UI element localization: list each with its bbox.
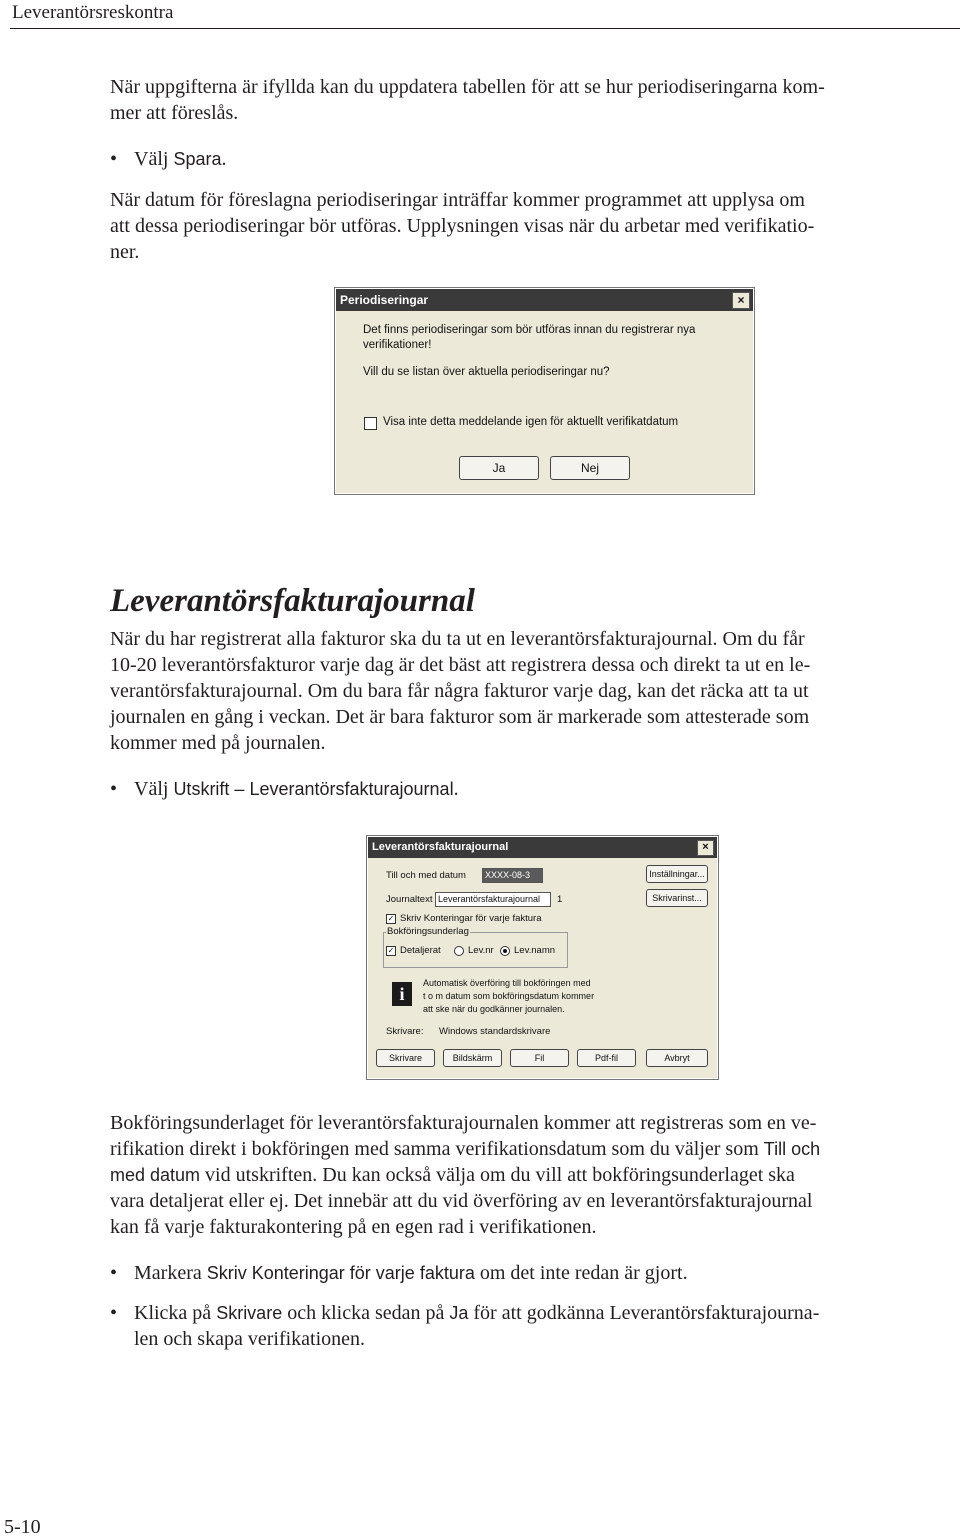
text-line: att dessa periodiseringar bör utföras. Upplysningen visas när du arbetar med verifikatio-: [110, 215, 815, 237]
text-line: [110, 1136, 960, 1162]
page-number: 5-10: [4, 1516, 41, 1538]
bullet-icon: •: [110, 778, 118, 800]
text-line: verantörsfakturajournal. Om du bara får några fakturor varje dag, kan det räcka att ta ut: [110, 680, 809, 702]
text-line: ner.: [110, 241, 140, 263]
group-label: Bokföringsunderlag: [387, 926, 469, 937]
dialog-message: verifikationer!: [363, 339, 432, 351]
text-span: rifikation direkt i bokföringen med samma verifikationsdatum som du väljer som: [110, 1138, 764, 1160]
bullet-text: för att godkänna Leverantörsfakturajourna-: [468, 1302, 820, 1324]
bullet-text: Välj: [134, 778, 174, 800]
ui-term: Skrivare: [216, 1303, 283, 1323]
date-field[interactable]: XXXX-08-3: [482, 868, 543, 883]
text-line: Bokföringsunderlaget för leverantörsfakturajournalen kommer att registreras som en ve-: [110, 1112, 817, 1134]
copies-value: 1: [557, 894, 563, 905]
bullet-text: om det inte redan är gjort.: [474, 1262, 688, 1284]
info-icon: i: [392, 982, 412, 1006]
skrivare-button[interactable]: Skrivare: [376, 1049, 435, 1067]
periodiseringar-dialog: [334, 287, 755, 495]
printer-setup-button[interactable]: Skrivarinst...: [646, 889, 708, 907]
close-button[interactable]: ×: [732, 292, 750, 309]
text-line: vara detaljerat eller ej. Det innebär att du vid överföring av en leverantörsfakturajournal: [110, 1190, 813, 1212]
info-text: att ske när du godkänner journalen.: [423, 1004, 565, 1014]
no-button[interactable]: Nej: [550, 456, 630, 480]
levnamn-radio[interactable]: [500, 946, 510, 956]
konteringar-label: Skriv Konteringar för varje faktura: [400, 913, 542, 924]
ui-term: Spara: [173, 149, 222, 169]
text-line: journalen en gång i veckan. Det är bara fakturor som är markerade som attesterade som: [110, 706, 810, 728]
detaljerat-label: Detaljerat: [400, 945, 441, 956]
bullet-text: .: [453, 778, 459, 800]
running-header: [10, 0, 960, 29]
pdf-button[interactable]: Pdf-fil: [577, 1049, 636, 1067]
intro-paragraph: [110, 74, 960, 126]
bullet-icon: •: [110, 148, 118, 170]
bullet-text: och klicka sedan på: [282, 1302, 450, 1324]
dialog-titlebar: [368, 837, 717, 858]
ui-term: Ja: [449, 1303, 469, 1323]
settings-button[interactable]: Inställningar...: [646, 865, 708, 883]
text-line: När du har registrerat alla fakturor ska du ta ut en leverantörsfakturajournal. Om du får: [110, 628, 805, 650]
dialog-question: Vill du se listan över aktuella periodiseringar nu?: [363, 366, 610, 378]
text-line: När datum för föreslagna periodiseringar inträffar kommer programmet att upplysa om: [110, 189, 805, 211]
bullet-text: .: [221, 148, 227, 170]
text-line: kommer med på journalen.: [110, 732, 326, 754]
text-line: kan få varje fakturakontering på en egen rad i verifikationen.: [110, 1216, 597, 1238]
bullet-text: Markera: [134, 1262, 207, 1284]
dialog-message: Det finns periodiseringar som bör utföras innan du registrerar nya: [363, 324, 696, 336]
checkbox-label: Visa inte detta meddelande igen för aktuellt verifikatdatum: [383, 416, 679, 428]
text-line: mer att föreslås.: [110, 102, 239, 124]
dialog-titlebar: [336, 289, 753, 311]
dont-show-again-checkbox[interactable]: [364, 417, 377, 430]
dialog-title: Leverantörsfakturajournal: [372, 841, 509, 853]
info-text: Automatisk överföring till bokföringen med: [423, 978, 591, 988]
journaltext-label: Journaltext: [386, 894, 433, 905]
ui-term: Skriv Konteringar för varje faktura: [206, 1263, 475, 1283]
info-text: t o m datum som bokföringsdatum kommer: [423, 991, 595, 1001]
radio-dot-icon: [503, 949, 507, 953]
bildskarm-button[interactable]: Bildskärm: [443, 1049, 502, 1067]
levnr-label: Lev.nr: [468, 945, 494, 956]
ui-term: med datum: [110, 1165, 201, 1185]
printer-label: Skrivare:: [386, 1026, 424, 1037]
fil-button[interactable]: Fil: [510, 1049, 569, 1067]
bullet-icon: •: [110, 1262, 118, 1284]
journaltext-field[interactable]: Leverantörsfakturajournal: [435, 892, 551, 907]
underlag-paragraph: [110, 1110, 960, 1240]
text-span: vid utskriften. Du kan också välja om du vill att bokföringsunderlaget ska: [200, 1164, 795, 1186]
date-label: Till och med datum: [386, 870, 466, 881]
konteringar-checkbox[interactable]: ✓: [387, 914, 395, 923]
printer-value: Windows standardskrivare: [439, 1026, 551, 1037]
levnamn-label: Lev.namn: [514, 945, 556, 956]
bullet-text: Välj: [134, 148, 174, 170]
journal-paragraph: [110, 626, 960, 756]
text-line: När uppgifterna är ifyllda kan du uppdatera tabellen för att se hur periodiseringarna kom-: [110, 76, 825, 98]
text-line: [110, 1162, 960, 1188]
ui-term: Utskrift – Leverantörsfakturajournal: [173, 779, 454, 799]
text-line: 10-20 leverantörsfakturor varje dag är det bäst att registrera dessa och direkt ta ut en le-: [110, 654, 811, 676]
detaljerat-checkbox[interactable]: ✓: [387, 946, 395, 955]
levnr-radio[interactable]: [454, 946, 464, 956]
text-line: [134, 1300, 960, 1326]
section-heading: Leverantörsfakturajournal: [110, 583, 475, 619]
header-title: Leverantörsreskontra: [12, 2, 174, 23]
close-button[interactable]: ×: [697, 840, 714, 856]
text-line: len och skapa verifikationen.: [134, 1328, 366, 1350]
info-paragraph: [110, 187, 960, 265]
yes-button[interactable]: Ja: [459, 456, 539, 480]
avbryt-button[interactable]: Avbryt: [646, 1049, 708, 1067]
journal-dialog: [366, 835, 719, 1080]
dialog-title: Periodiseringar: [340, 293, 429, 307]
bullet-text: Klicka på: [134, 1302, 217, 1324]
ui-term: Till och: [763, 1139, 821, 1159]
bullet-icon: •: [110, 1302, 118, 1324]
